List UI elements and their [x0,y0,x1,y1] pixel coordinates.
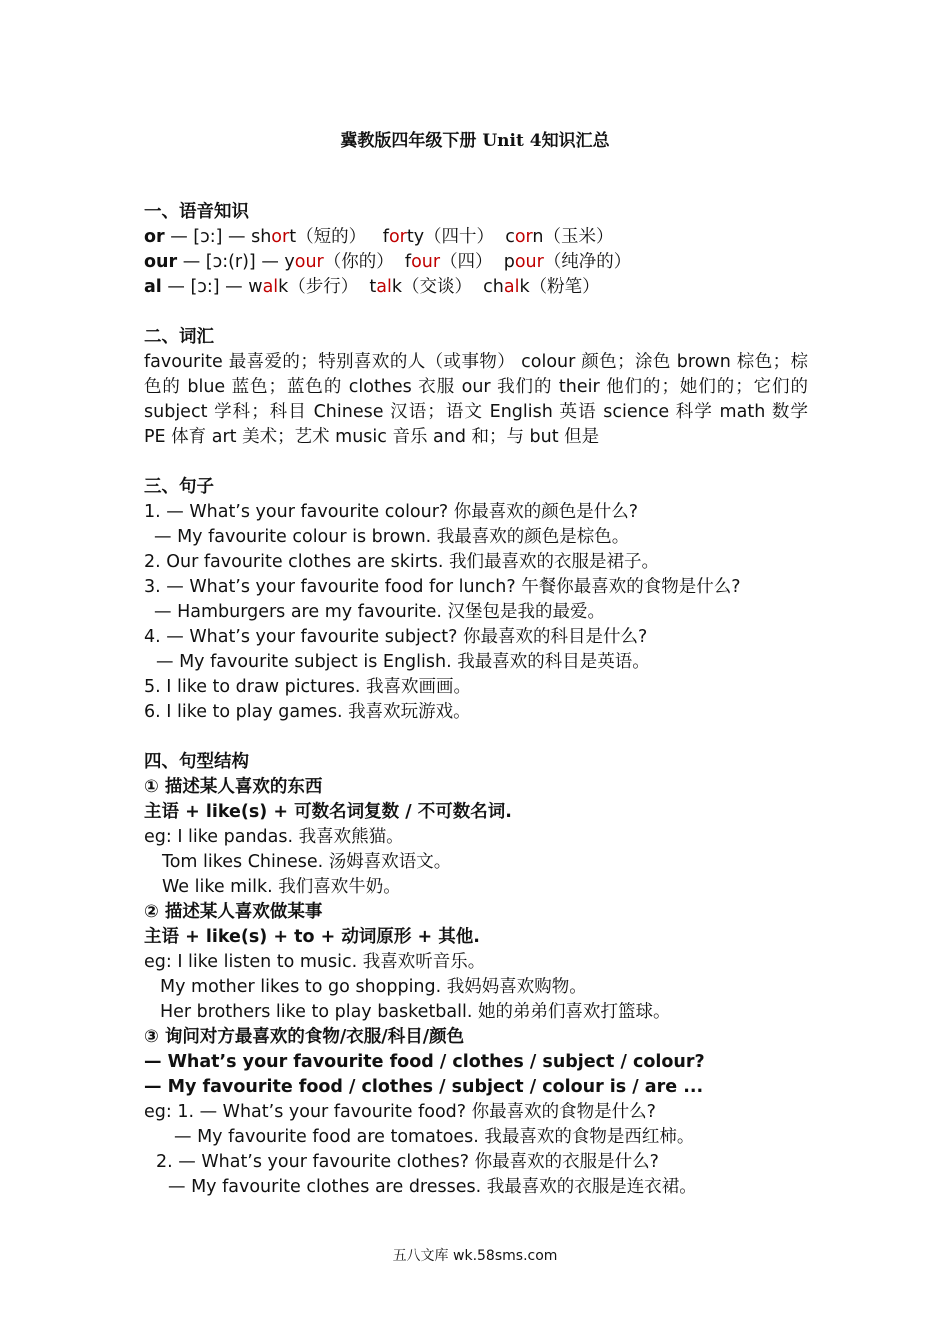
highlighted-letters: our [411,252,441,272]
example-line: — My favourite food are tomatoes. 我最喜欢的食物是西红柿。 [174,1127,695,1147]
example-line: — My favourite clothes are dresses. 我最喜欢的衣服是连衣裙。 [168,1177,697,1197]
example-line: We like milk. 我们喜欢牛奶。 [162,877,401,897]
phonics-ipa: — [ɔ:(r)] — [177,252,285,272]
phonics-example-word [483,277,599,297]
word-part: f [404,252,412,272]
phonics-example-word [248,277,369,297]
structure-title: ① 描述某人喜欢的东西 [144,777,323,797]
highlighted-letters: al [262,277,279,297]
footer-url: wk.58sms.com [453,1248,558,1264]
sentence-line: 1. — What’s your favourite colour? 你最喜欢的颜色是什么? [144,502,639,522]
sentence-line: 3. — What’s your favourite food for lunch? 午餐你最喜欢的食物是什么? [144,577,741,597]
section-heading-structures: 四、句型结构 [144,752,249,772]
word-part: sh [251,227,272,247]
word-part: k（交谈） [391,277,484,297]
example-line: Tom likes Chinese. 汤姆喜欢语文。 [162,852,452,872]
section-heading-vocabulary: 二、词汇 [144,327,214,347]
sentence-line: 4. — What’s your favourite subject? 你最喜欢的科目是什么? [144,627,648,647]
sentence-line: — My favourite subject is English. 我最喜欢的科目是英语。 [156,652,650,672]
example-line: eg: 1. — What’s your favourite food? 你最喜欢的食物是什么? [144,1102,656,1122]
phonics-row [144,250,808,275]
structure-answer: — My favourite food / clothes / subject / colour is / are ... [144,1077,704,1097]
phonics-row [144,225,808,250]
section-heading-phonics: 一、语音知识 [144,202,249,222]
highlighted-letters: our [514,252,544,272]
example-line: eg: I like listen to music. 我喜欢听音乐。 [144,952,486,972]
phonics-ipa: — [ɔ:] — [161,277,249,297]
phonics-ipa: — [ɔ:] — [164,227,252,247]
word-part: f [382,227,389,247]
phonics-example-word [284,252,405,272]
structure-rule: 主语 + like(s) + to + 动词原形 + 其他. [144,927,480,947]
example-line: eg: I like pandas. 我喜欢熊猫。 [144,827,404,847]
sentence-line: 2. Our favourite clothes are skirts. 我们最喜欢的衣服是裙子。 [144,552,660,572]
word-part: p [503,252,515,272]
sentence-line: — Hamburgers are my favourite. 汉堡包是我的最爱。 [154,602,606,622]
example-line: 2. — What’s your favourite clothes? 你最喜欢的衣服是什么? [156,1152,659,1172]
highlighted-letters: or [271,227,290,247]
word-part: k（粉笔） [519,277,600,297]
highlighted-letters: or [514,227,533,247]
word-part: （纯净的） [543,252,632,272]
phonics-list [144,225,808,300]
word-part: y [284,252,295,272]
structure-title: ③ 询问对方最喜欢的食物/衣服/科目/颜色 [144,1027,465,1047]
word-part: t（短的） [289,227,383,247]
phonics-key: our [144,252,178,272]
word-part: w [248,277,263,297]
structure-question: — What’s your favourite food / clothes / subject / colour? [144,1052,705,1072]
sentence-line: 5. I like to draw pictures. 我喜欢画画。 [144,677,471,697]
document-title: 冀教版四年级下册 Unit 4知识汇总 [340,131,610,151]
footer-brand: 五八文库 [392,1248,449,1264]
highlighted-letters: al [503,277,520,297]
word-part: c [505,227,515,247]
phonics-example-word [505,227,613,247]
sentence-line: 6. I like to play games. 我喜欢玩游戏。 [144,702,471,722]
highlighted-letters: al [376,277,392,297]
vocabulary-paragraph: favourite 最喜爱的；特别喜欢的人（或事物） colour 颜色；涂色 brown 棕色；棕色的 blue 蓝色；蓝色的 clothes 衣服 our 我们的 their 他们的；她们的；它们的 subject 学科；科目 Chinese 汉语；语文 English 英语 science 科学 math 数学 PE 体育 art 美术；艺术 music 音乐 and 和；与 but 但是 [144,352,808,447]
word-part: ty（四十） [406,227,506,247]
phonics-row [144,275,808,300]
word-part: ch [483,277,504,297]
word-part: （你的） [323,252,405,272]
example-line: Her brothers like to play basketball. 她的弟弟们喜欢打篮球。 [160,1002,671,1022]
highlighted-letters: our [294,252,324,272]
structure-rule: 主语 + like(s) + 可数名词复数 / 不可数名词. [144,802,512,822]
phonics-example-word [369,277,483,297]
document-body [144,200,808,1200]
phonics-example-word [504,252,632,272]
structure-title: ② 描述某人喜欢做某事 [144,902,323,922]
word-part: t [369,277,377,297]
word-part: k（步行） [278,277,370,297]
footer-watermark [0,1245,950,1265]
phonics-key: or [144,227,165,247]
phonics-example-word [383,227,505,247]
phonics-key: al [144,277,162,297]
word-part: （四） [440,252,504,272]
word-part: n（玉米） [532,227,614,247]
phonics-example-word [405,252,504,272]
section-heading-sentences: 三、句子 [144,477,214,497]
example-line: My mother likes to go shopping. 我妈妈喜欢购物。 [160,977,587,997]
sentence-line: — My favourite colour is brown. 我最喜欢的颜色是棕色。 [154,527,630,547]
phonics-example-word [251,227,383,247]
highlighted-letters: or [388,227,407,247]
